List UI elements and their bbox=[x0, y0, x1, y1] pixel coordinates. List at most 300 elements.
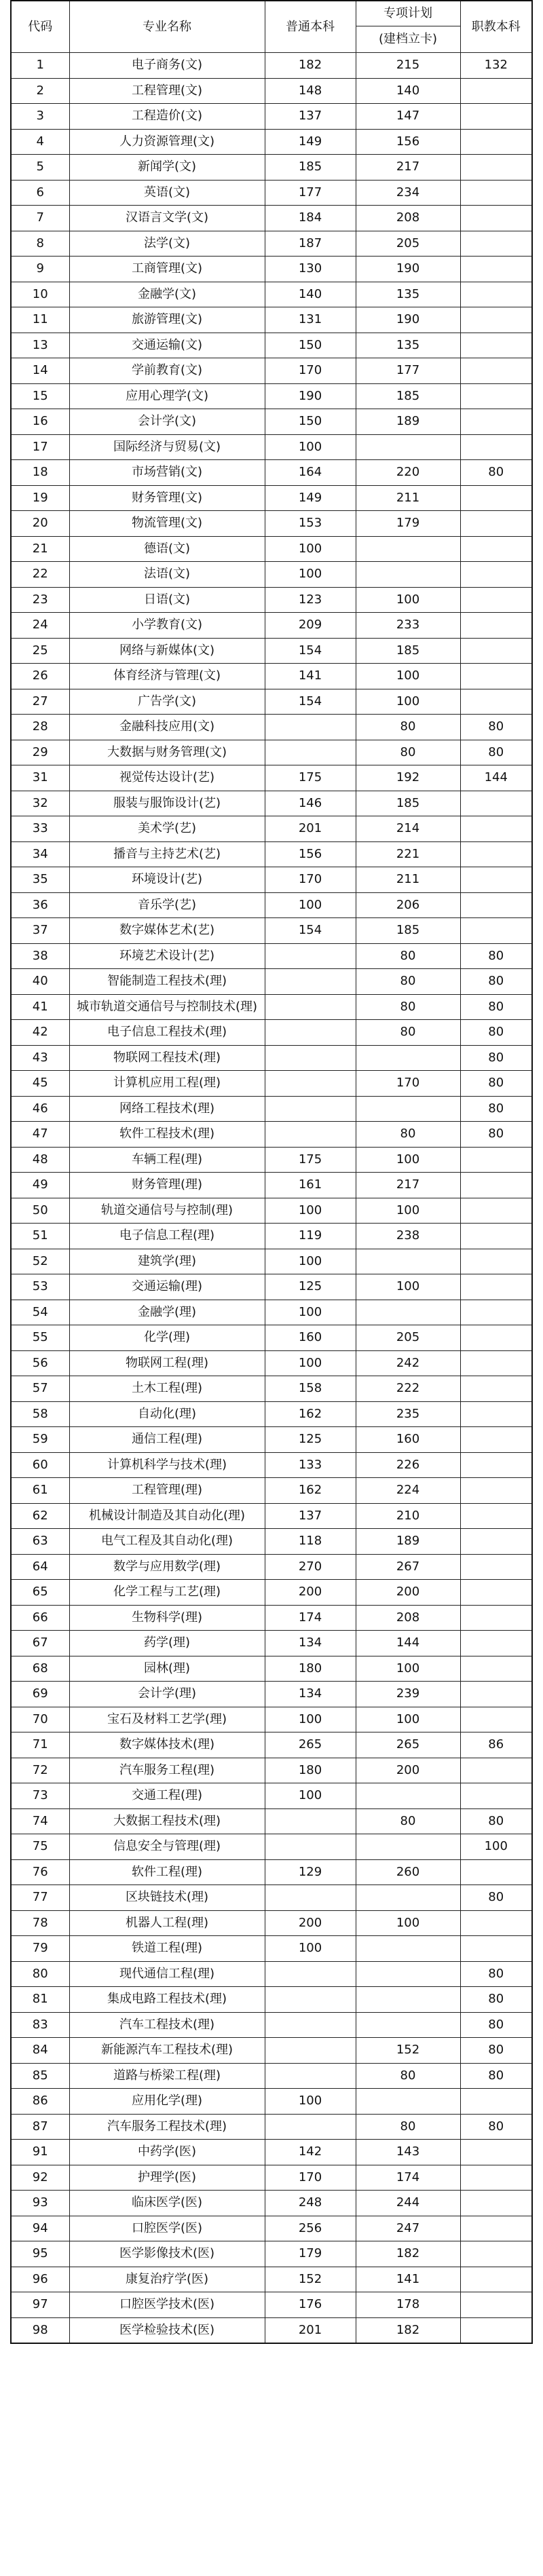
cell-general: 174 bbox=[265, 1605, 356, 1631]
cell-special: 244 bbox=[356, 2191, 460, 2216]
cell-special: 135 bbox=[356, 333, 460, 358]
cell-major: 应用化学(理) bbox=[69, 2089, 265, 2115]
table-row bbox=[11, 1529, 532, 1555]
table-row bbox=[11, 2038, 532, 2064]
cell-major: 数字媒体艺术(艺) bbox=[69, 918, 265, 944]
cell-special: 160 bbox=[356, 1427, 460, 1453]
cell-major: 交通工程(理) bbox=[69, 1783, 265, 1809]
table-row bbox=[11, 460, 532, 486]
cell-general: 154 bbox=[265, 689, 356, 715]
cell-major: 口腔医学(医) bbox=[69, 2216, 265, 2241]
cell-vocational bbox=[460, 1859, 532, 1885]
table-row bbox=[11, 1707, 532, 1732]
table-row bbox=[11, 1173, 532, 1198]
cell-vocational bbox=[460, 1198, 532, 1224]
cell-general: 119 bbox=[265, 1224, 356, 1249]
cell-special bbox=[356, 1834, 460, 1860]
cell-major: 工程管理(理) bbox=[69, 1478, 265, 1504]
table-row bbox=[11, 434, 532, 460]
cell-special: 80 bbox=[356, 1020, 460, 1046]
cell-code: 66 bbox=[11, 1605, 69, 1631]
cell-code: 98 bbox=[11, 2317, 69, 2343]
table-row bbox=[11, 155, 532, 181]
cell-code: 26 bbox=[11, 664, 69, 689]
cell-special: 189 bbox=[356, 1529, 460, 1555]
cell-vocational bbox=[460, 892, 532, 918]
cell-vocational bbox=[460, 1529, 532, 1555]
cell-vocational bbox=[460, 1758, 532, 1783]
cell-vocational bbox=[460, 867, 532, 893]
table-row bbox=[11, 1122, 532, 1148]
cell-major: 财务管理(理) bbox=[69, 1173, 265, 1198]
cell-general: 131 bbox=[265, 307, 356, 333]
cell-general: 185 bbox=[265, 155, 356, 181]
cell-special: 208 bbox=[356, 1605, 460, 1631]
cell-vocational: 80 bbox=[460, 1987, 532, 2013]
cell-special: 234 bbox=[356, 180, 460, 206]
cell-major: 会计学(理) bbox=[69, 1682, 265, 1707]
cell-major: 城市轨道交通信号与控制技术(理) bbox=[69, 994, 265, 1020]
cell-major: 市场营销(文) bbox=[69, 460, 265, 486]
cell-vocational bbox=[460, 1936, 532, 1962]
cell-special: 100 bbox=[356, 1656, 460, 1682]
cell-special: 100 bbox=[356, 587, 460, 613]
cell-special: 80 bbox=[356, 2114, 460, 2140]
cell-major: 口腔医学技术(医) bbox=[69, 2292, 265, 2318]
table-row bbox=[11, 1580, 532, 1606]
table-row bbox=[11, 1936, 532, 1962]
cell-vocational bbox=[460, 180, 532, 206]
cell-special bbox=[356, 1096, 460, 1122]
cell-general: 182 bbox=[265, 53, 356, 79]
cell-code: 6 bbox=[11, 180, 69, 206]
table-row bbox=[11, 536, 532, 562]
cell-vocational bbox=[460, 104, 532, 130]
cell-special: 80 bbox=[356, 994, 460, 1020]
cell-special bbox=[356, 434, 460, 460]
cell-major: 新闻学(文) bbox=[69, 155, 265, 181]
cell-general bbox=[265, 1808, 356, 1834]
table-row bbox=[11, 1605, 532, 1631]
cell-vocational bbox=[460, 485, 532, 511]
table-row bbox=[11, 333, 532, 358]
cell-general: 156 bbox=[265, 841, 356, 867]
cell-vocational bbox=[460, 307, 532, 333]
cell-major: 护理学(医) bbox=[69, 2165, 265, 2191]
cell-code: 46 bbox=[11, 1096, 69, 1122]
cell-code: 36 bbox=[11, 892, 69, 918]
cell-major: 现代通信工程(理) bbox=[69, 1961, 265, 1987]
cell-code: 84 bbox=[11, 2038, 69, 2064]
cell-special: 100 bbox=[356, 1910, 460, 1936]
table-row bbox=[11, 1503, 532, 1529]
cell-code: 42 bbox=[11, 1020, 69, 1046]
cell-special: 211 bbox=[356, 485, 460, 511]
cell-vocational: 80 bbox=[460, 2063, 532, 2089]
table-row bbox=[11, 231, 532, 257]
cell-major: 临床医学(医) bbox=[69, 2191, 265, 2216]
cell-major: 机械设计制造及其自动化(理) bbox=[69, 1503, 265, 1529]
cell-general: 153 bbox=[265, 511, 356, 537]
cell-general: 125 bbox=[265, 1274, 356, 1300]
score-sheet bbox=[10, 0, 531, 2344]
admission-score-table bbox=[10, 0, 533, 2344]
cell-vocational bbox=[460, 841, 532, 867]
cell-special: 156 bbox=[356, 129, 460, 155]
cell-special: 179 bbox=[356, 511, 460, 537]
cell-major: 建筑学(理) bbox=[69, 1249, 265, 1274]
cell-code: 56 bbox=[11, 1350, 69, 1376]
cell-code: 4 bbox=[11, 129, 69, 155]
cell-vocational bbox=[460, 2089, 532, 2115]
cell-general: 125 bbox=[265, 1427, 356, 1453]
cell-general: 184 bbox=[265, 206, 356, 231]
cell-code: 57 bbox=[11, 1376, 69, 1402]
cell-special bbox=[356, 1936, 460, 1962]
table-row bbox=[11, 1147, 532, 1173]
cell-special: 222 bbox=[356, 1376, 460, 1402]
table-row bbox=[11, 918, 532, 944]
table-row bbox=[11, 562, 532, 588]
table-row bbox=[11, 1071, 532, 1097]
cell-major: 汽车服务工程技术(理) bbox=[69, 2114, 265, 2140]
cell-general: 141 bbox=[265, 664, 356, 689]
cell-code: 13 bbox=[11, 333, 69, 358]
cell-code: 1 bbox=[11, 53, 69, 79]
table-row bbox=[11, 892, 532, 918]
cell-major: 汽车工程技术(理) bbox=[69, 2012, 265, 2038]
cell-vocational bbox=[460, 358, 532, 384]
cell-special: 100 bbox=[356, 1274, 460, 1300]
cell-general bbox=[265, 1071, 356, 1097]
cell-code: 64 bbox=[11, 1554, 69, 1580]
cell-code: 41 bbox=[11, 994, 69, 1020]
cell-major: 物联网工程(理) bbox=[69, 1350, 265, 1376]
cell-special: 182 bbox=[356, 2317, 460, 2343]
cell-special: 210 bbox=[356, 1503, 460, 1529]
table-row bbox=[11, 1783, 532, 1809]
table-row bbox=[11, 613, 532, 639]
cell-vocational: 80 bbox=[460, 740, 532, 765]
cell-vocational bbox=[460, 78, 532, 104]
cell-code: 29 bbox=[11, 740, 69, 765]
cell-general: 100 bbox=[265, 1198, 356, 1224]
cell-special: 100 bbox=[356, 1147, 460, 1173]
cell-special: 226 bbox=[356, 1452, 460, 1478]
table-row bbox=[11, 257, 532, 282]
cell-code: 14 bbox=[11, 358, 69, 384]
cell-major: 软件工程(理) bbox=[69, 1859, 265, 1885]
cell-code: 47 bbox=[11, 1122, 69, 1148]
cell-general: 152 bbox=[265, 2267, 356, 2292]
cell-general: 100 bbox=[265, 2089, 356, 2115]
cell-code: 83 bbox=[11, 2012, 69, 2038]
cell-vocational bbox=[460, 2317, 532, 2343]
cell-special: 178 bbox=[356, 2292, 460, 2318]
cell-code: 51 bbox=[11, 1224, 69, 1249]
cell-general: 170 bbox=[265, 358, 356, 384]
table-row bbox=[11, 2191, 532, 2216]
cell-major: 法学(文) bbox=[69, 231, 265, 257]
cell-general: 248 bbox=[265, 2191, 356, 2216]
cell-special: 152 bbox=[356, 2038, 460, 2064]
cell-code: 43 bbox=[11, 1045, 69, 1071]
table-row bbox=[11, 689, 532, 715]
cell-special bbox=[356, 2089, 460, 2115]
cell-code: 69 bbox=[11, 1682, 69, 1707]
table-row bbox=[11, 715, 532, 740]
cell-special: 211 bbox=[356, 867, 460, 893]
table-row bbox=[11, 1096, 532, 1122]
cell-code: 37 bbox=[11, 918, 69, 944]
cell-general bbox=[265, 1020, 356, 1046]
cell-code: 58 bbox=[11, 1401, 69, 1427]
cell-vocational: 80 bbox=[460, 994, 532, 1020]
cell-special: 235 bbox=[356, 1401, 460, 1427]
cell-vocational bbox=[460, 1783, 532, 1809]
table-row bbox=[11, 1808, 532, 1834]
cell-vocational bbox=[460, 257, 532, 282]
cell-general: 200 bbox=[265, 1910, 356, 1936]
cell-general: 134 bbox=[265, 1631, 356, 1656]
table-row bbox=[11, 511, 532, 537]
cell-code: 68 bbox=[11, 1656, 69, 1682]
cell-general: 177 bbox=[265, 180, 356, 206]
table-row bbox=[11, 1885, 532, 1911]
cell-general: 100 bbox=[265, 1249, 356, 1274]
cell-special: 144 bbox=[356, 1631, 460, 1656]
cell-special: 135 bbox=[356, 282, 460, 307]
cell-code: 72 bbox=[11, 1758, 69, 1783]
cell-general: 161 bbox=[265, 1173, 356, 1198]
cell-vocational bbox=[460, 562, 532, 588]
cell-code: 75 bbox=[11, 1834, 69, 1860]
table-row bbox=[11, 1401, 532, 1427]
cell-major: 网络与新媒体(文) bbox=[69, 638, 265, 664]
table-row bbox=[11, 2267, 532, 2292]
cell-code: 59 bbox=[11, 1427, 69, 1453]
cell-vocational bbox=[460, 155, 532, 181]
table-header bbox=[11, 1, 532, 53]
cell-general: 265 bbox=[265, 1732, 356, 1758]
table-row bbox=[11, 969, 532, 995]
cell-code: 3 bbox=[11, 104, 69, 130]
cell-code: 17 bbox=[11, 434, 69, 460]
cell-general: 187 bbox=[265, 231, 356, 257]
table-row bbox=[11, 1859, 532, 1885]
cell-major: 数学与应用数学(理) bbox=[69, 1554, 265, 1580]
cell-code: 21 bbox=[11, 536, 69, 562]
cell-code: 25 bbox=[11, 638, 69, 664]
cell-special: 182 bbox=[356, 2241, 460, 2267]
cell-major: 计算机应用工程(理) bbox=[69, 1071, 265, 1097]
cell-vocational: 86 bbox=[460, 1732, 532, 1758]
cell-general bbox=[265, 2063, 356, 2089]
cell-special: 217 bbox=[356, 1173, 460, 1198]
cell-special: 185 bbox=[356, 791, 460, 816]
table-row bbox=[11, 1758, 532, 1783]
cell-general: 170 bbox=[265, 2165, 356, 2191]
table-row bbox=[11, 180, 532, 206]
cell-vocational: 80 bbox=[460, 715, 532, 740]
cell-major: 新能源汽车工程技术(理) bbox=[69, 2038, 265, 2064]
table-row bbox=[11, 2165, 532, 2191]
cell-general bbox=[265, 715, 356, 740]
cell-general: 100 bbox=[265, 1707, 356, 1732]
table-row bbox=[11, 2012, 532, 2038]
cell-major: 电子信息工程(理) bbox=[69, 1224, 265, 1249]
cell-vocational bbox=[460, 2165, 532, 2191]
cell-vocational bbox=[460, 613, 532, 639]
cell-major: 中药学(医) bbox=[69, 2140, 265, 2165]
table-row bbox=[11, 1452, 532, 1478]
cell-general: 100 bbox=[265, 562, 356, 588]
header-code: 代码 bbox=[11, 1, 69, 53]
table-row bbox=[11, 1732, 532, 1758]
cell-vocational bbox=[460, 383, 532, 409]
cell-major: 网络工程技术(理) bbox=[69, 1096, 265, 1122]
cell-vocational: 132 bbox=[460, 53, 532, 79]
cell-vocational bbox=[460, 1580, 532, 1606]
cell-major: 宝石及材料工艺学(理) bbox=[69, 1707, 265, 1732]
cell-general: 142 bbox=[265, 2140, 356, 2165]
table-row bbox=[11, 1224, 532, 1249]
table-row bbox=[11, 1249, 532, 1274]
cell-code: 16 bbox=[11, 409, 69, 435]
cell-special: 80 bbox=[356, 2063, 460, 2089]
table-row bbox=[11, 1682, 532, 1707]
cell-special: 267 bbox=[356, 1554, 460, 1580]
cell-vocational: 80 bbox=[460, 943, 532, 969]
cell-special: 80 bbox=[356, 1122, 460, 1148]
cell-special: 265 bbox=[356, 1732, 460, 1758]
cell-code: 73 bbox=[11, 1783, 69, 1809]
cell-general: 154 bbox=[265, 918, 356, 944]
cell-code: 91 bbox=[11, 2140, 69, 2165]
cell-special: 80 bbox=[356, 715, 460, 740]
cell-special: 242 bbox=[356, 1350, 460, 1376]
cell-vocational bbox=[460, 2241, 532, 2267]
cell-special bbox=[356, 1987, 460, 2013]
cell-major: 物流管理(文) bbox=[69, 511, 265, 537]
cell-code: 34 bbox=[11, 841, 69, 867]
cell-special bbox=[356, 562, 460, 588]
cell-special bbox=[356, 536, 460, 562]
cell-major: 国际经济与贸易(文) bbox=[69, 434, 265, 460]
cell-vocational: 80 bbox=[460, 1045, 532, 1071]
cell-major: 交通运输(理) bbox=[69, 1274, 265, 1300]
cell-general: 137 bbox=[265, 1503, 356, 1529]
cell-special bbox=[356, 1249, 460, 1274]
cell-general: 100 bbox=[265, 1300, 356, 1325]
cell-code: 32 bbox=[11, 791, 69, 816]
table-row bbox=[11, 2317, 532, 2343]
cell-general: 137 bbox=[265, 104, 356, 130]
cell-general: 162 bbox=[265, 1401, 356, 1427]
cell-major: 生物科学(理) bbox=[69, 1605, 265, 1631]
cell-code: 9 bbox=[11, 257, 69, 282]
cell-special: 221 bbox=[356, 841, 460, 867]
cell-general: 201 bbox=[265, 816, 356, 842]
cell-code: 50 bbox=[11, 1198, 69, 1224]
cell-vocational bbox=[460, 536, 532, 562]
cell-code: 65 bbox=[11, 1580, 69, 1606]
cell-general: 180 bbox=[265, 1656, 356, 1682]
cell-special bbox=[356, 1961, 460, 1987]
cell-vocational bbox=[460, 1452, 532, 1478]
cell-general: 149 bbox=[265, 485, 356, 511]
cell-general bbox=[265, 1885, 356, 1911]
cell-code: 54 bbox=[11, 1300, 69, 1325]
table-row bbox=[11, 53, 532, 79]
cell-general: 190 bbox=[265, 383, 356, 409]
table-row bbox=[11, 816, 532, 842]
cell-code: 20 bbox=[11, 511, 69, 537]
cell-code: 8 bbox=[11, 231, 69, 257]
cell-vocational: 80 bbox=[460, 969, 532, 995]
cell-general bbox=[265, 969, 356, 995]
header-general: 普通本科 bbox=[265, 1, 356, 53]
cell-vocational bbox=[460, 511, 532, 537]
cell-vocational: 80 bbox=[460, 1096, 532, 1122]
cell-special: 192 bbox=[356, 765, 460, 791]
cell-major: 自动化(理) bbox=[69, 1401, 265, 1427]
cell-vocational: 80 bbox=[460, 1961, 532, 1987]
cell-vocational bbox=[460, 1401, 532, 1427]
cell-code: 74 bbox=[11, 1808, 69, 1834]
cell-major: 电子商务(文) bbox=[69, 53, 265, 79]
cell-code: 62 bbox=[11, 1503, 69, 1529]
cell-general bbox=[265, 2114, 356, 2140]
cell-general: 154 bbox=[265, 638, 356, 664]
cell-vocational: 80 bbox=[460, 1885, 532, 1911]
table-row bbox=[11, 867, 532, 893]
table-row bbox=[11, 358, 532, 384]
cell-code: 24 bbox=[11, 613, 69, 639]
cell-code: 95 bbox=[11, 2241, 69, 2267]
cell-major: 大数据工程技术(理) bbox=[69, 1808, 265, 1834]
table-row bbox=[11, 740, 532, 765]
table-row bbox=[11, 1631, 532, 1656]
cell-code: 40 bbox=[11, 969, 69, 995]
cell-vocational bbox=[460, 587, 532, 613]
cell-special: 100 bbox=[356, 1198, 460, 1224]
cell-vocational bbox=[460, 1682, 532, 1707]
cell-special: 217 bbox=[356, 155, 460, 181]
cell-special: 80 bbox=[356, 969, 460, 995]
table-row bbox=[11, 1834, 532, 1860]
cell-major: 区块链技术(理) bbox=[69, 1885, 265, 1911]
cell-special: 200 bbox=[356, 1758, 460, 1783]
table-row bbox=[11, 1987, 532, 2013]
cell-major: 化学(理) bbox=[69, 1325, 265, 1351]
cell-vocational: 80 bbox=[460, 1071, 532, 1097]
cell-special: 233 bbox=[356, 613, 460, 639]
cell-major: 医学影像技术(医) bbox=[69, 2241, 265, 2267]
cell-special: 80 bbox=[356, 943, 460, 969]
cell-code: 2 bbox=[11, 78, 69, 104]
table-row bbox=[11, 104, 532, 130]
cell-vocational bbox=[460, 231, 532, 257]
cell-code: 28 bbox=[11, 715, 69, 740]
cell-major: 金融学(理) bbox=[69, 1300, 265, 1325]
cell-general: 175 bbox=[265, 765, 356, 791]
table-row bbox=[11, 1198, 532, 1224]
cell-special: 185 bbox=[356, 918, 460, 944]
cell-code: 96 bbox=[11, 2267, 69, 2292]
cell-vocational bbox=[460, 1503, 532, 1529]
cell-vocational bbox=[460, 1249, 532, 1274]
